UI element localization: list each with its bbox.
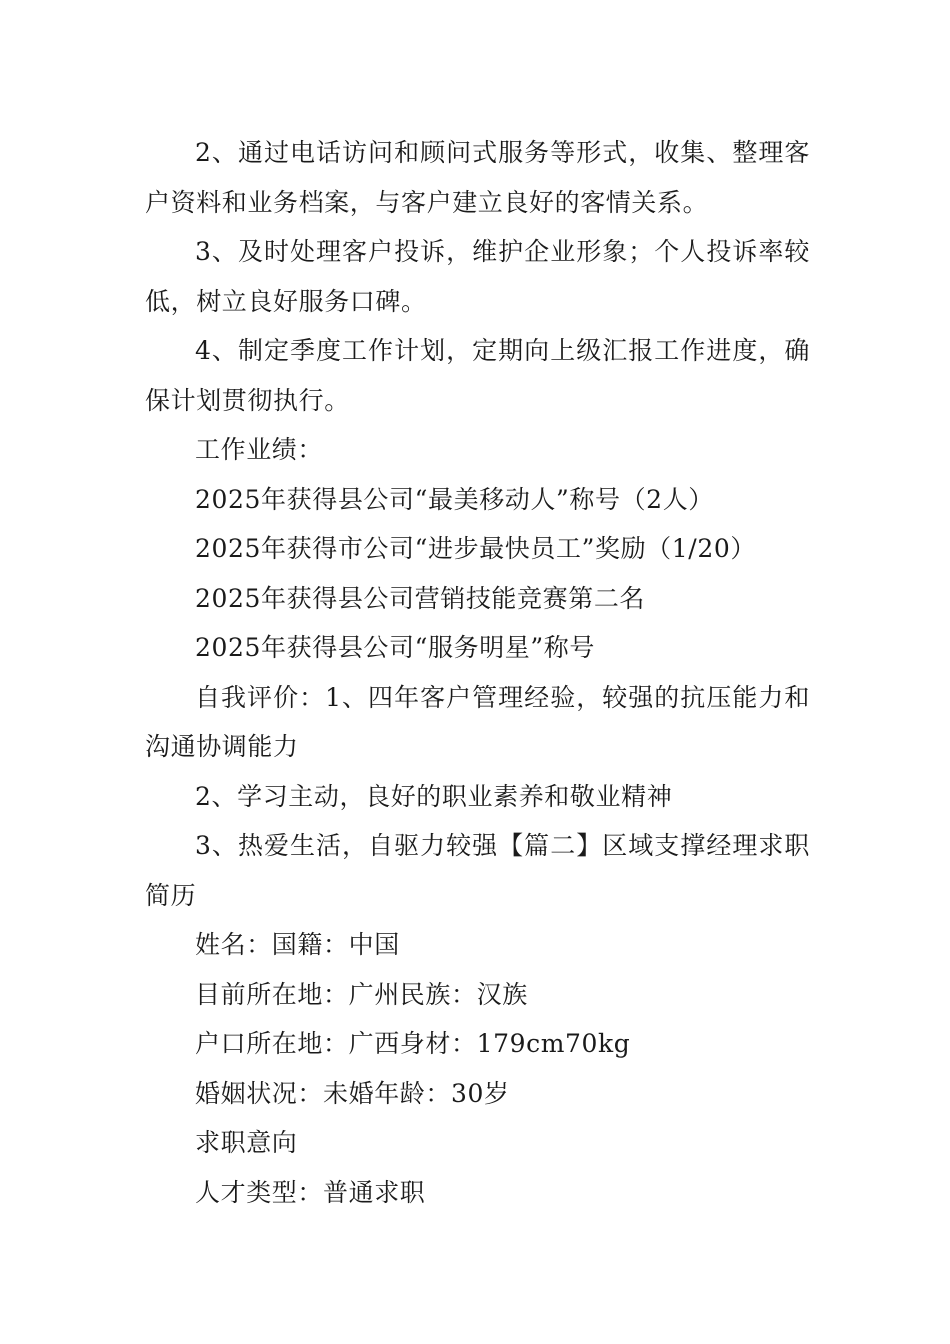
location-ethnicity-line: 目前所在地：广州民族：汉族 [195,979,528,1009]
achievement-item: 2025年获得县公司“服务明星”称号 [195,633,595,662]
paragraph-duty-2: 2、通过电话访问和顾问式服务等形式，收集、整理客户资料和业务档案，与客户建立良好的客情关系。 [145,138,810,217]
marital-age-line: 婚姻状况：未婚年龄：30岁 [195,1078,510,1108]
document-body [145,128,810,1217]
achievements-heading: 工作业绩： [195,435,324,464]
achievement-item: 2025年获得市公司“进步最快员工”奖励（1/20） [195,534,756,563]
paragraph-duty-4: 4、制定季度工作计划，定期向上级汇报工作进度，确保计划贯彻执行。 [145,336,810,415]
self-evaluation-2: 2、学习主动，良好的职业素养和敬业精神 [195,781,673,811]
paragraph-duty-3: 3、及时处理客户投诉，维护企业形象；个人投诉率较低，树立良好服务口碑。 [145,237,810,316]
achievement-item: 2025年获得县公司营销技能竞赛第二名 [195,583,646,613]
name-nationality-line: 姓名：国籍：中国 [195,930,400,959]
hukou-body-line: 户口所在地：广西身材：179cm70kg [195,1029,631,1058]
self-evaluation-3: 3、热爱生活，自驱力较强【篇二】区域支撑经理求职简历 [145,831,810,910]
job-intention-heading: 求职意向 [195,1128,298,1157]
self-evaluation-1: 自我评价：1、四年客户管理经验，较强的抗压能力和沟通协调能力 [145,682,810,761]
achievement-item: 2025年获得县公司“最美移动人”称号（2人） [195,484,714,514]
talent-type-line: 人才类型：普通求职 [195,1177,426,1207]
